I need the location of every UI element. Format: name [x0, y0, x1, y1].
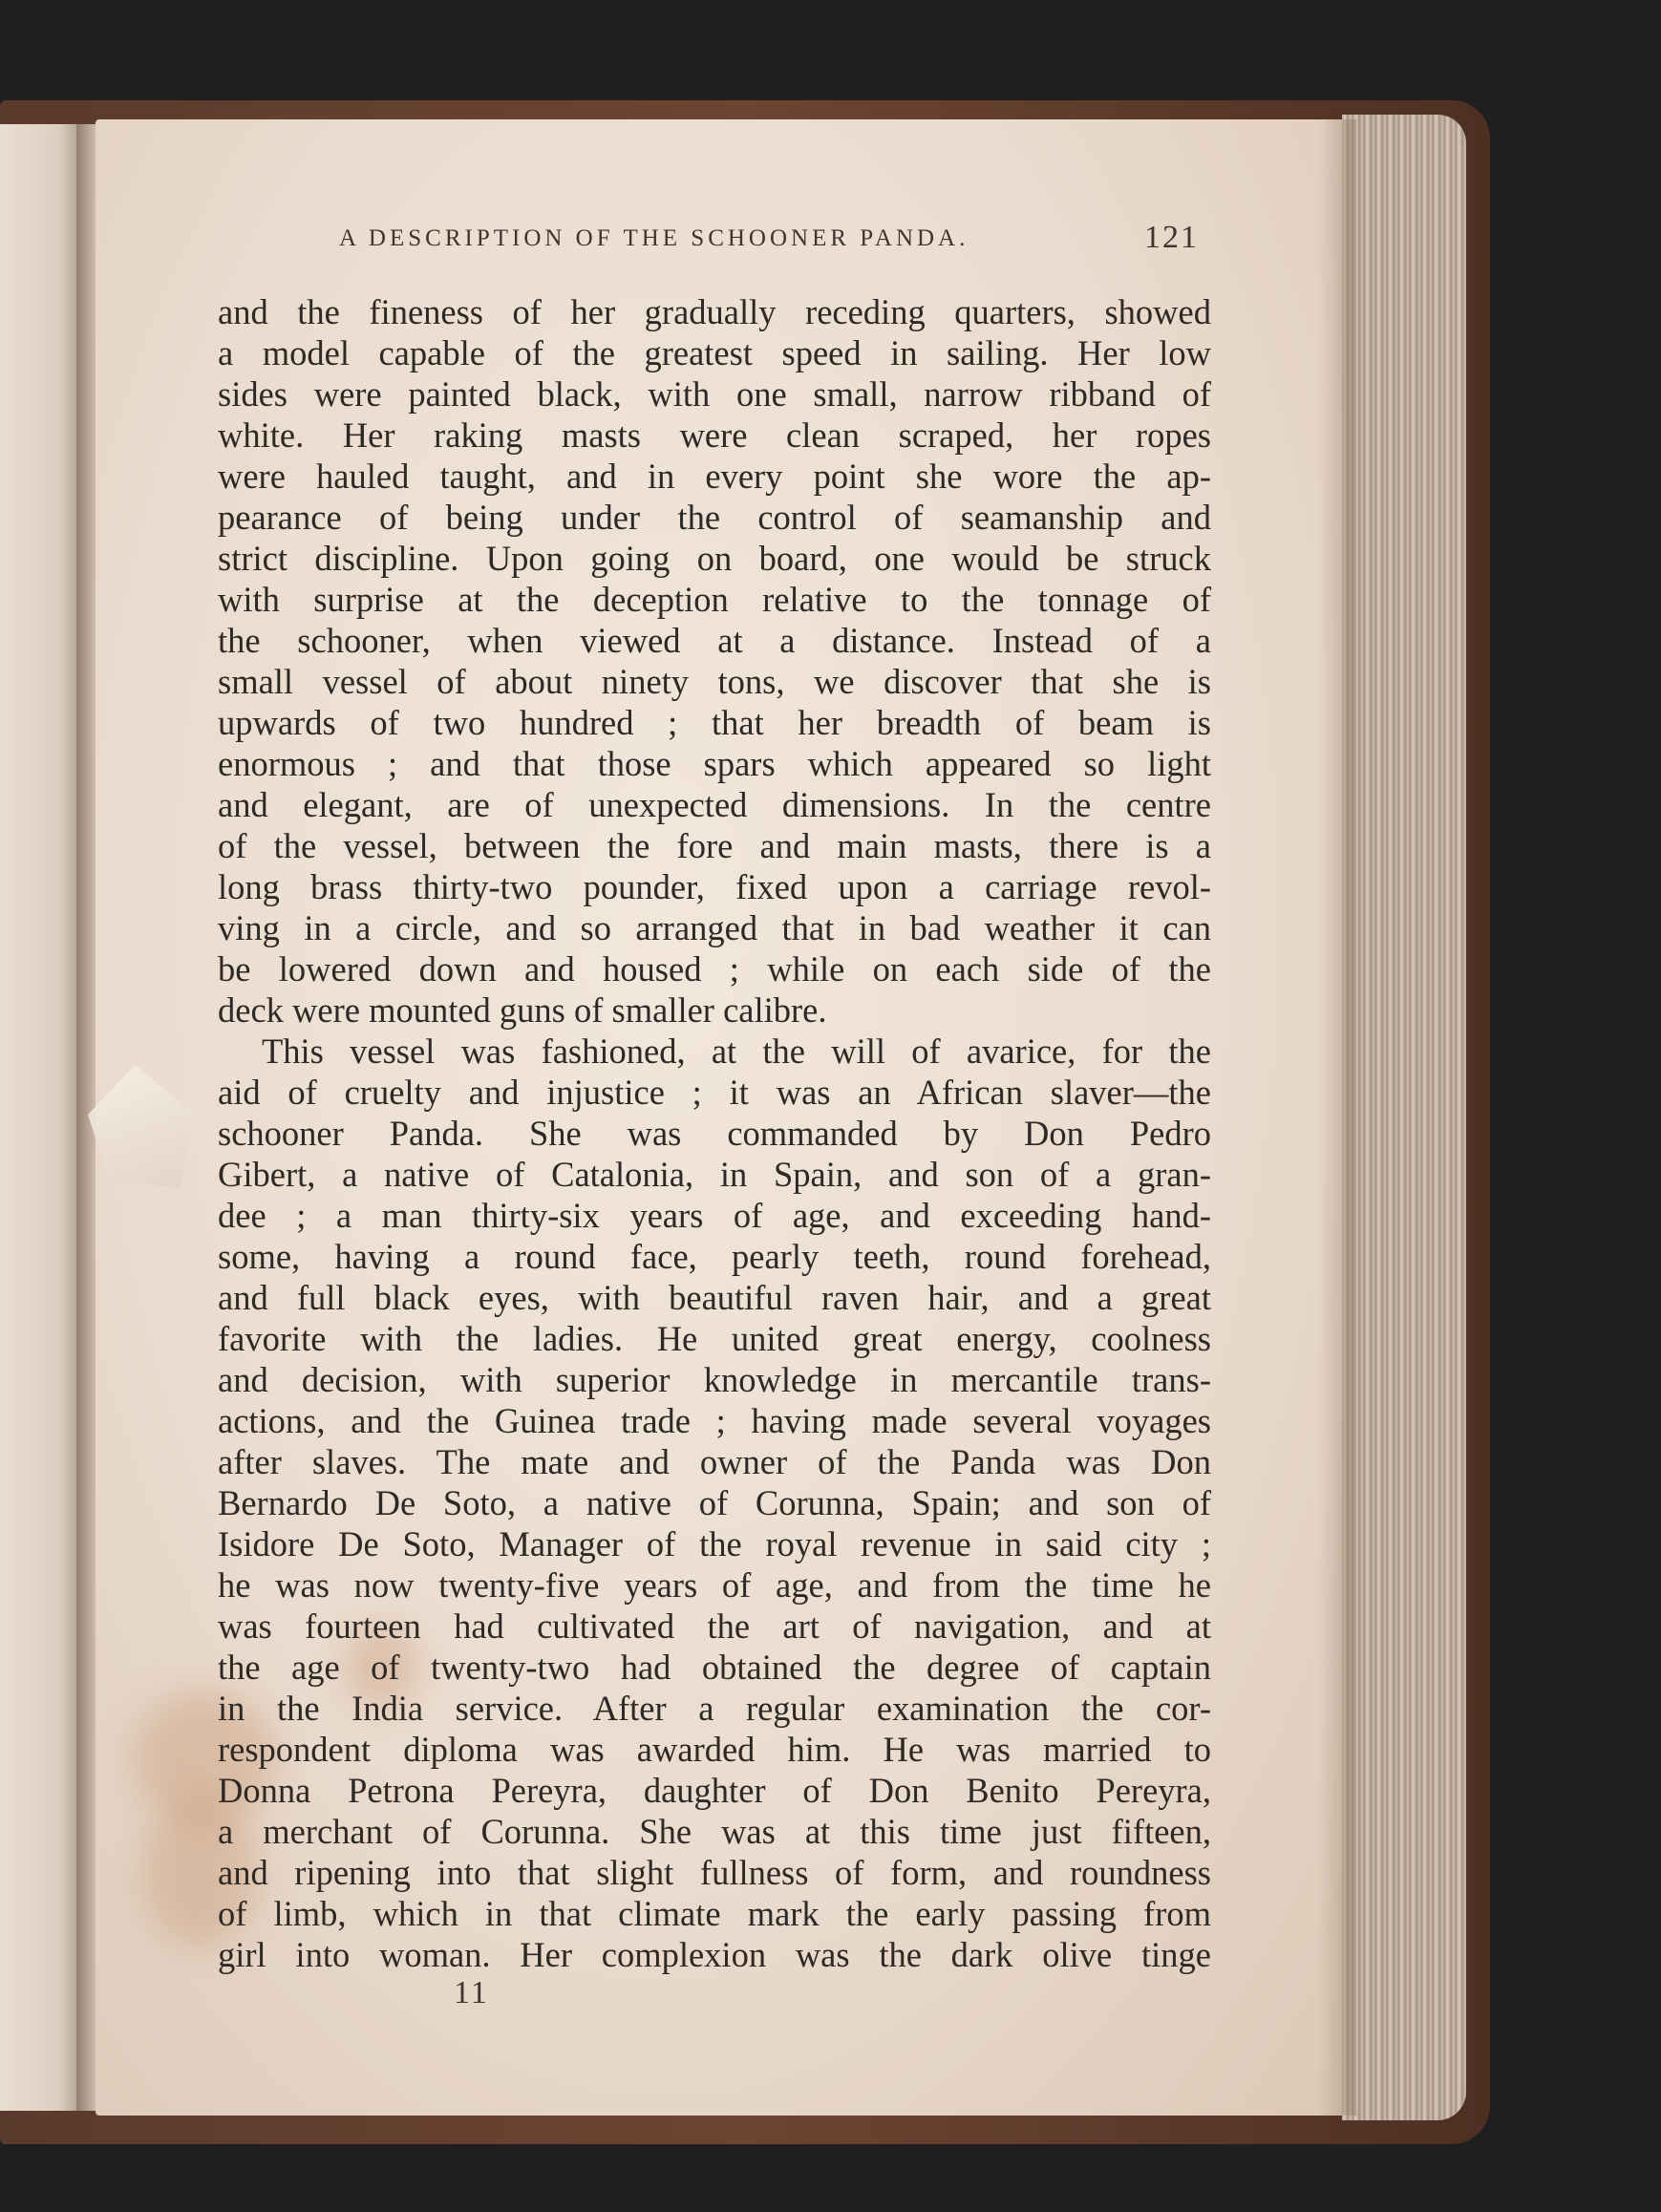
text-line: sides were painted black, with one small, narrow ribband of	[218, 374, 1211, 414]
page-edge-shadow	[1318, 119, 1356, 2116]
text-line: Isidore De Soto, Manager of the royal revenue in said city ;	[218, 1524, 1211, 1563]
text-line: and full black eyes, with beautiful raven hair, and a great	[218, 1278, 1211, 1317]
text-line: was fourteen had cultivated the art of navigation, and at	[218, 1606, 1211, 1646]
text-line: aid of cruelty and injustice ; it was an African slaver—the	[218, 1073, 1211, 1112]
signature-mark: 11	[454, 1975, 489, 2010]
text-line: ving in a circle, and so arranged that in bad weather it can	[218, 908, 1211, 947]
text-line: with surprise at the deception relative to the tonnage of	[218, 580, 1211, 619]
text-line: Bernardo De Soto, a native of Corunna, Spain; and son of	[218, 1483, 1211, 1522]
text-line: Gibert, a native of Catalonia, in Spain, and son of a gran-	[218, 1155, 1211, 1194]
text-line: Donna Petrona Pereyra, daughter of Don Benito Pereyra,	[218, 1771, 1211, 1810]
text-line: of the vessel, between the fore and main masts, there is a	[218, 826, 1211, 865]
text-line: pearance of being under the control of seamanship and	[218, 498, 1211, 537]
text-line: some, having a round face, pearly teeth, round forehead,	[218, 1237, 1211, 1276]
text-line: schooner Panda. She was commanded by Don Pedro	[218, 1114, 1211, 1153]
text-line: the schooner, when viewed at a distance. Instead of a	[218, 621, 1211, 660]
text-line: a merchant of Corunna. She was at this time just fifteen,	[218, 1812, 1211, 1851]
text-line: girl into woman. Her complexion was the dark olive tinge	[218, 1935, 1211, 1974]
text-line: favorite with the ladies. He united great energy, coolness	[218, 1319, 1211, 1358]
text-line: This vessel was fashioned, at the will of avarice, for the	[262, 1032, 1211, 1071]
left-facing-page	[0, 124, 84, 2111]
text-line: after slaves. The mate and owner of the Panda was Don	[218, 1442, 1211, 1481]
text-line: respondent diploma was awarded him. He was married to	[218, 1730, 1211, 1769]
text-line: strict discipline. Upon going on board, one would be struck	[218, 539, 1211, 578]
text-line: in the India service. After a regular examination the cor-	[218, 1689, 1211, 1728]
text-line: he was now twenty-five years of age, and from the time he	[218, 1565, 1211, 1605]
text-line: and decision, with superior knowledge in mercantile trans-	[218, 1360, 1211, 1399]
text-line: white. Her raking masts were clean scraped, her ropes	[218, 415, 1211, 455]
page-block-fore-edge	[1342, 115, 1466, 2120]
text-line: the age of twenty-two had obtained the degree of captain	[218, 1648, 1211, 1687]
text-line: deck were mounted guns of smaller calibre.	[218, 990, 827, 1030]
text-line: were hauled taught, and in every point she wore the ap-	[218, 457, 1211, 496]
body-text	[218, 291, 1211, 1975]
text-line: enormous ; and that those spars which appeared so light	[218, 744, 1211, 783]
text-line: actions, and the Guinea trade ; having made several voyages	[218, 1401, 1211, 1440]
text-line: and ripening into that slight fullness of form, and roundness	[218, 1853, 1211, 1892]
text-line: of limb, which in that climate mark the early passing from	[218, 1894, 1211, 1933]
text-line: and elegant, are of unexpected dimensions. In the centre	[218, 785, 1211, 824]
text-line: small vessel of about ninety tons, we discover that she is	[218, 662, 1211, 701]
page-number: 121	[1144, 220, 1199, 255]
text-line: and the fineness of her gradually receding quarters, showed	[218, 292, 1211, 331]
running-title: A DESCRIPTION OF THE SCHOONER PANDA.	[339, 225, 969, 251]
text-line: dee ; a man thirty-six years of age, and exceeding hand-	[218, 1196, 1211, 1235]
text-line: a model capable of the greatest speed in sailing. Her low	[218, 333, 1211, 372]
text-line: upwards of two hundred ; that her breadth of beam is	[218, 703, 1211, 742]
text-line: be lowered down and housed ; while on each side of the	[218, 949, 1211, 989]
text-line: long brass thirty-two pounder, fixed upon a carriage revol-	[218, 867, 1211, 906]
running-head	[320, 220, 1208, 277]
